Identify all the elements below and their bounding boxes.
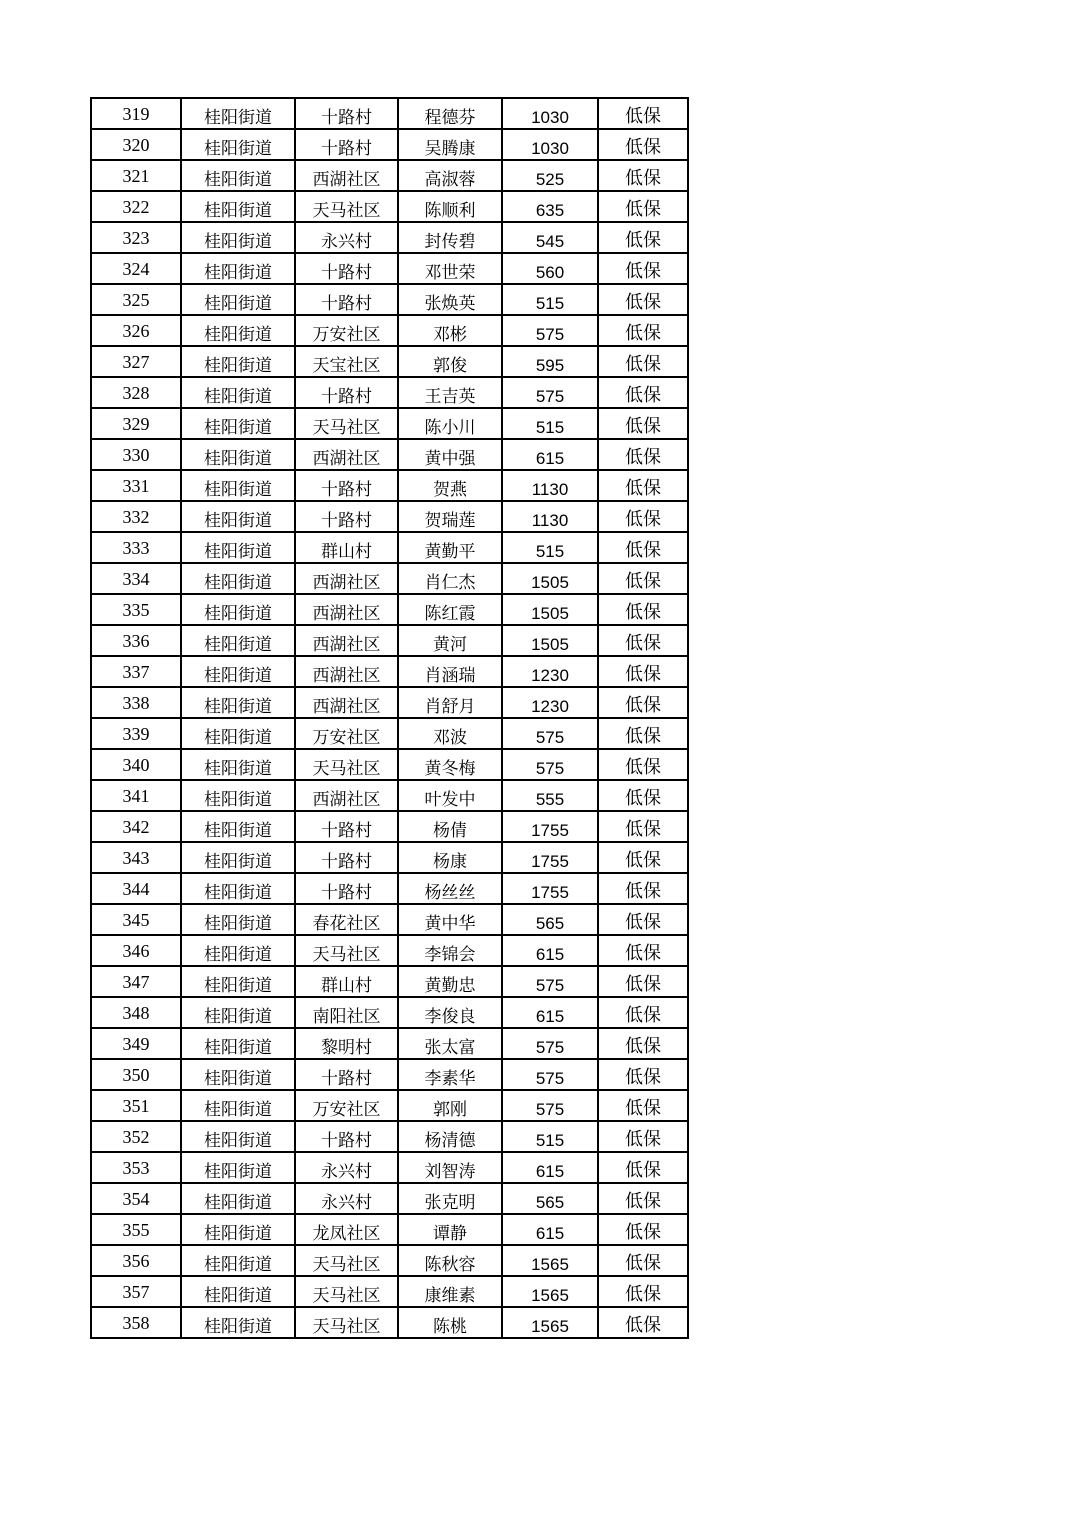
table-row <box>91 191 688 222</box>
amount-cell: 575 <box>502 718 598 749</box>
amount-cell: 1755 <box>502 811 598 842</box>
name-cell: 杨丝丝 <box>398 873 502 904</box>
table-row <box>91 1090 688 1121</box>
type-cell: 低保 <box>598 1276 688 1307</box>
amount-cell: 1130 <box>502 470 598 501</box>
row-number-cell: 342 <box>91 811 181 842</box>
community-cell: 永兴村 <box>295 1183 398 1214</box>
name-cell: 黄河 <box>398 625 502 656</box>
amount-cell: 615 <box>502 1214 598 1245</box>
street-cell: 桂阳街道 <box>181 160 295 191</box>
table-row <box>91 687 688 718</box>
community-cell: 天马社区 <box>295 935 398 966</box>
type-cell: 低保 <box>598 625 688 656</box>
street-cell: 桂阳街道 <box>181 1307 295 1338</box>
street-cell: 桂阳街道 <box>181 222 295 253</box>
street-cell: 桂阳街道 <box>181 780 295 811</box>
street-cell: 桂阳街道 <box>181 1152 295 1183</box>
name-cell: 杨清德 <box>398 1121 502 1152</box>
table-row <box>91 656 688 687</box>
type-cell: 低保 <box>598 563 688 594</box>
community-cell: 春花社区 <box>295 904 398 935</box>
name-cell: 陈顺利 <box>398 191 502 222</box>
name-cell: 邓波 <box>398 718 502 749</box>
community-cell: 西湖社区 <box>295 625 398 656</box>
name-cell: 郭俊 <box>398 346 502 377</box>
type-cell: 低保 <box>598 439 688 470</box>
street-cell: 桂阳街道 <box>181 346 295 377</box>
type-cell: 低保 <box>598 1028 688 1059</box>
amount-cell: 555 <box>502 780 598 811</box>
street-cell: 桂阳街道 <box>181 1121 295 1152</box>
amount-cell: 615 <box>502 935 598 966</box>
amount-cell: 595 <box>502 346 598 377</box>
row-number-cell: 321 <box>91 160 181 191</box>
street-cell: 桂阳街道 <box>181 842 295 873</box>
type-cell: 低保 <box>598 532 688 563</box>
community-cell: 黎明村 <box>295 1028 398 1059</box>
community-cell: 十路村 <box>295 284 398 315</box>
type-cell: 低保 <box>598 377 688 408</box>
community-cell: 西湖社区 <box>295 594 398 625</box>
amount-cell: 615 <box>502 1152 598 1183</box>
type-cell: 低保 <box>598 191 688 222</box>
table-row <box>91 718 688 749</box>
table-row <box>91 315 688 346</box>
amount-cell: 1505 <box>502 563 598 594</box>
row-number-cell: 325 <box>91 284 181 315</box>
name-cell: 康维素 <box>398 1276 502 1307</box>
table-row <box>91 811 688 842</box>
row-number-cell: 353 <box>91 1152 181 1183</box>
community-cell: 西湖社区 <box>295 563 398 594</box>
table-row <box>91 1214 688 1245</box>
street-cell: 桂阳街道 <box>181 1245 295 1276</box>
row-number-cell: 356 <box>91 1245 181 1276</box>
name-cell: 陈桃 <box>398 1307 502 1338</box>
community-cell: 十路村 <box>295 842 398 873</box>
name-cell: 李素华 <box>398 1059 502 1090</box>
type-cell: 低保 <box>598 842 688 873</box>
amount-cell: 560 <box>502 253 598 284</box>
row-number-cell: 335 <box>91 594 181 625</box>
table-row <box>91 1276 688 1307</box>
table-row <box>91 842 688 873</box>
type-cell: 低保 <box>598 1121 688 1152</box>
type-cell: 低保 <box>598 811 688 842</box>
street-cell: 桂阳街道 <box>181 377 295 408</box>
amount-cell: 1030 <box>502 98 598 129</box>
amount-cell: 1565 <box>502 1245 598 1276</box>
amount-cell: 575 <box>502 1090 598 1121</box>
community-cell: 永兴村 <box>295 222 398 253</box>
table-row <box>91 997 688 1028</box>
amount-cell: 1230 <box>502 656 598 687</box>
type-cell: 低保 <box>598 408 688 439</box>
community-cell: 万安社区 <box>295 1090 398 1121</box>
amount-cell: 1230 <box>502 687 598 718</box>
row-number-cell: 346 <box>91 935 181 966</box>
community-cell: 天宝社区 <box>295 346 398 377</box>
table-row <box>91 470 688 501</box>
type-cell: 低保 <box>598 253 688 284</box>
type-cell: 低保 <box>598 1307 688 1338</box>
name-cell: 贺燕 <box>398 470 502 501</box>
table-row <box>91 625 688 656</box>
type-cell: 低保 <box>598 470 688 501</box>
type-cell: 低保 <box>598 1059 688 1090</box>
table-row <box>91 935 688 966</box>
row-number-cell: 320 <box>91 129 181 160</box>
table-row <box>91 284 688 315</box>
amount-cell: 545 <box>502 222 598 253</box>
amount-cell: 615 <box>502 997 598 1028</box>
community-cell: 十路村 <box>295 811 398 842</box>
table-row <box>91 1059 688 1090</box>
name-cell: 李俊良 <box>398 997 502 1028</box>
community-cell: 群山村 <box>295 532 398 563</box>
row-number-cell: 357 <box>91 1276 181 1307</box>
type-cell: 低保 <box>598 1090 688 1121</box>
type-cell: 低保 <box>598 501 688 532</box>
name-cell: 杨康 <box>398 842 502 873</box>
type-cell: 低保 <box>598 780 688 811</box>
row-number-cell: 332 <box>91 501 181 532</box>
name-cell: 张焕英 <box>398 284 502 315</box>
amount-cell: 515 <box>502 1121 598 1152</box>
community-cell: 天马社区 <box>295 1245 398 1276</box>
street-cell: 桂阳街道 <box>181 1214 295 1245</box>
name-cell: 杨倩 <box>398 811 502 842</box>
amount-cell: 1030 <box>502 129 598 160</box>
table-row <box>91 966 688 997</box>
community-cell: 十路村 <box>295 470 398 501</box>
row-number-cell: 322 <box>91 191 181 222</box>
table-row <box>91 594 688 625</box>
table-row <box>91 160 688 191</box>
street-cell: 桂阳街道 <box>181 98 295 129</box>
community-cell: 十路村 <box>295 1059 398 1090</box>
table-row <box>91 1183 688 1214</box>
type-cell: 低保 <box>598 222 688 253</box>
row-number-cell: 355 <box>91 1214 181 1245</box>
street-cell: 桂阳街道 <box>181 749 295 780</box>
table-row <box>91 439 688 470</box>
street-cell: 桂阳街道 <box>181 470 295 501</box>
name-cell: 李锦会 <box>398 935 502 966</box>
row-number-cell: 347 <box>91 966 181 997</box>
type-cell: 低保 <box>598 749 688 780</box>
row-number-cell: 333 <box>91 532 181 563</box>
row-number-cell: 324 <box>91 253 181 284</box>
street-cell: 桂阳街道 <box>181 594 295 625</box>
street-cell: 桂阳街道 <box>181 1090 295 1121</box>
community-cell: 万安社区 <box>295 718 398 749</box>
row-number-cell: 330 <box>91 439 181 470</box>
row-number-cell: 351 <box>91 1090 181 1121</box>
row-number-cell: 336 <box>91 625 181 656</box>
name-cell: 程德芬 <box>398 98 502 129</box>
table-row <box>91 1245 688 1276</box>
type-cell: 低保 <box>598 656 688 687</box>
community-cell: 十路村 <box>295 873 398 904</box>
name-cell: 陈红霞 <box>398 594 502 625</box>
row-number-cell: 345 <box>91 904 181 935</box>
type-cell: 低保 <box>598 346 688 377</box>
amount-cell: 525 <box>502 160 598 191</box>
amount-cell: 575 <box>502 966 598 997</box>
name-cell: 叶发中 <box>398 780 502 811</box>
street-cell: 桂阳街道 <box>181 408 295 439</box>
row-number-cell: 337 <box>91 656 181 687</box>
name-cell: 张克明 <box>398 1183 502 1214</box>
street-cell: 桂阳街道 <box>181 904 295 935</box>
community-cell: 西湖社区 <box>295 780 398 811</box>
name-cell: 高淑蓉 <box>398 160 502 191</box>
type-cell: 低保 <box>598 98 688 129</box>
row-number-cell: 327 <box>91 346 181 377</box>
row-number-cell: 350 <box>91 1059 181 1090</box>
community-cell: 十路村 <box>295 98 398 129</box>
amount-cell: 1565 <box>502 1307 598 1338</box>
street-cell: 桂阳街道 <box>181 563 295 594</box>
amount-cell: 1505 <box>502 625 598 656</box>
amount-cell: 1130 <box>502 501 598 532</box>
type-cell: 低保 <box>598 873 688 904</box>
community-cell: 十路村 <box>295 253 398 284</box>
row-number-cell: 343 <box>91 842 181 873</box>
community-cell: 西湖社区 <box>295 656 398 687</box>
amount-cell: 575 <box>502 749 598 780</box>
table-body <box>91 98 688 1338</box>
type-cell: 低保 <box>598 594 688 625</box>
community-cell: 十路村 <box>295 377 398 408</box>
type-cell: 低保 <box>598 315 688 346</box>
street-cell: 桂阳街道 <box>181 718 295 749</box>
street-cell: 桂阳街道 <box>181 873 295 904</box>
table-row <box>91 1152 688 1183</box>
name-cell: 黄中强 <box>398 439 502 470</box>
table-row <box>91 129 688 160</box>
table-row <box>91 98 688 129</box>
name-cell: 黄冬梅 <box>398 749 502 780</box>
data-table <box>90 97 689 1339</box>
name-cell: 王吉英 <box>398 377 502 408</box>
community-cell: 天马社区 <box>295 408 398 439</box>
row-number-cell: 358 <box>91 1307 181 1338</box>
name-cell: 郭刚 <box>398 1090 502 1121</box>
table-row <box>91 1028 688 1059</box>
name-cell: 黄中华 <box>398 904 502 935</box>
row-number-cell: 340 <box>91 749 181 780</box>
table-row <box>91 532 688 563</box>
street-cell: 桂阳街道 <box>181 501 295 532</box>
table-row <box>91 408 688 439</box>
table-row <box>91 377 688 408</box>
name-cell: 张太富 <box>398 1028 502 1059</box>
amount-cell: 1755 <box>502 873 598 904</box>
row-number-cell: 352 <box>91 1121 181 1152</box>
type-cell: 低保 <box>598 129 688 160</box>
table-row <box>91 253 688 284</box>
community-cell: 群山村 <box>295 966 398 997</box>
street-cell: 桂阳街道 <box>181 191 295 222</box>
street-cell: 桂阳街道 <box>181 532 295 563</box>
name-cell: 肖仁杰 <box>398 563 502 594</box>
name-cell: 肖涵瑞 <box>398 656 502 687</box>
amount-cell: 515 <box>502 532 598 563</box>
street-cell: 桂阳街道 <box>181 656 295 687</box>
row-number-cell: 331 <box>91 470 181 501</box>
community-cell: 十路村 <box>295 1121 398 1152</box>
name-cell: 邓彬 <box>398 315 502 346</box>
street-cell: 桂阳街道 <box>181 1276 295 1307</box>
street-cell: 桂阳街道 <box>181 935 295 966</box>
amount-cell: 575 <box>502 1059 598 1090</box>
street-cell: 桂阳街道 <box>181 1059 295 1090</box>
community-cell: 西湖社区 <box>295 687 398 718</box>
name-cell: 肖舒月 <box>398 687 502 718</box>
community-cell: 天马社区 <box>295 1307 398 1338</box>
table-row <box>91 749 688 780</box>
amount-cell: 1565 <box>502 1276 598 1307</box>
street-cell: 桂阳街道 <box>181 966 295 997</box>
community-cell: 十路村 <box>295 129 398 160</box>
type-cell: 低保 <box>598 1214 688 1245</box>
table-row <box>91 1121 688 1152</box>
table-row <box>91 222 688 253</box>
row-number-cell: 339 <box>91 718 181 749</box>
community-cell: 西湖社区 <box>295 160 398 191</box>
street-cell: 桂阳街道 <box>181 811 295 842</box>
row-number-cell: 354 <box>91 1183 181 1214</box>
amount-cell: 565 <box>502 904 598 935</box>
amount-cell: 515 <box>502 408 598 439</box>
community-cell: 西湖社区 <box>295 439 398 470</box>
community-cell: 天马社区 <box>295 191 398 222</box>
amount-cell: 575 <box>502 377 598 408</box>
table-row <box>91 1307 688 1338</box>
row-number-cell: 338 <box>91 687 181 718</box>
row-number-cell: 341 <box>91 780 181 811</box>
amount-cell: 615 <box>502 439 598 470</box>
type-cell: 低保 <box>598 160 688 191</box>
amount-cell: 635 <box>502 191 598 222</box>
amount-cell: 575 <box>502 1028 598 1059</box>
community-cell: 万安社区 <box>295 315 398 346</box>
row-number-cell: 348 <box>91 997 181 1028</box>
amount-cell: 565 <box>502 1183 598 1214</box>
row-number-cell: 319 <box>91 98 181 129</box>
name-cell: 吴腾康 <box>398 129 502 160</box>
amount-cell: 1755 <box>502 842 598 873</box>
name-cell: 黄勤平 <box>398 532 502 563</box>
amount-cell: 1505 <box>502 594 598 625</box>
street-cell: 桂阳街道 <box>181 315 295 346</box>
community-cell: 十路村 <box>295 501 398 532</box>
row-number-cell: 349 <box>91 1028 181 1059</box>
amount-cell: 515 <box>502 284 598 315</box>
street-cell: 桂阳街道 <box>181 1028 295 1059</box>
community-cell: 天马社区 <box>295 749 398 780</box>
community-cell: 永兴村 <box>295 1152 398 1183</box>
type-cell: 低保 <box>598 284 688 315</box>
type-cell: 低保 <box>598 1152 688 1183</box>
street-cell: 桂阳街道 <box>181 439 295 470</box>
row-number-cell: 334 <box>91 563 181 594</box>
table-row <box>91 346 688 377</box>
type-cell: 低保 <box>598 1245 688 1276</box>
name-cell: 黄勤忠 <box>398 966 502 997</box>
name-cell: 陈秋容 <box>398 1245 502 1276</box>
table-row <box>91 563 688 594</box>
table-row <box>91 873 688 904</box>
name-cell: 谭静 <box>398 1214 502 1245</box>
community-cell: 天马社区 <box>295 1276 398 1307</box>
street-cell: 桂阳街道 <box>181 284 295 315</box>
name-cell: 陈小川 <box>398 408 502 439</box>
table-row <box>91 904 688 935</box>
amount-cell: 575 <box>502 315 598 346</box>
row-number-cell: 344 <box>91 873 181 904</box>
name-cell: 刘智涛 <box>398 1152 502 1183</box>
row-number-cell: 329 <box>91 408 181 439</box>
name-cell: 邓世荣 <box>398 253 502 284</box>
name-cell: 贺瑞莲 <box>398 501 502 532</box>
row-number-cell: 323 <box>91 222 181 253</box>
row-number-cell: 328 <box>91 377 181 408</box>
table-row <box>91 780 688 811</box>
street-cell: 桂阳街道 <box>181 129 295 160</box>
type-cell: 低保 <box>598 718 688 749</box>
row-number-cell: 326 <box>91 315 181 346</box>
type-cell: 低保 <box>598 935 688 966</box>
community-cell: 龙凤社区 <box>295 1214 398 1245</box>
street-cell: 桂阳街道 <box>181 687 295 718</box>
community-cell: 南阳社区 <box>295 997 398 1028</box>
type-cell: 低保 <box>598 904 688 935</box>
table-row <box>91 501 688 532</box>
type-cell: 低保 <box>598 966 688 997</box>
type-cell: 低保 <box>598 997 688 1028</box>
street-cell: 桂阳街道 <box>181 997 295 1028</box>
street-cell: 桂阳街道 <box>181 1183 295 1214</box>
name-cell: 封传碧 <box>398 222 502 253</box>
street-cell: 桂阳街道 <box>181 625 295 656</box>
type-cell: 低保 <box>598 687 688 718</box>
street-cell: 桂阳街道 <box>181 253 295 284</box>
type-cell: 低保 <box>598 1183 688 1214</box>
